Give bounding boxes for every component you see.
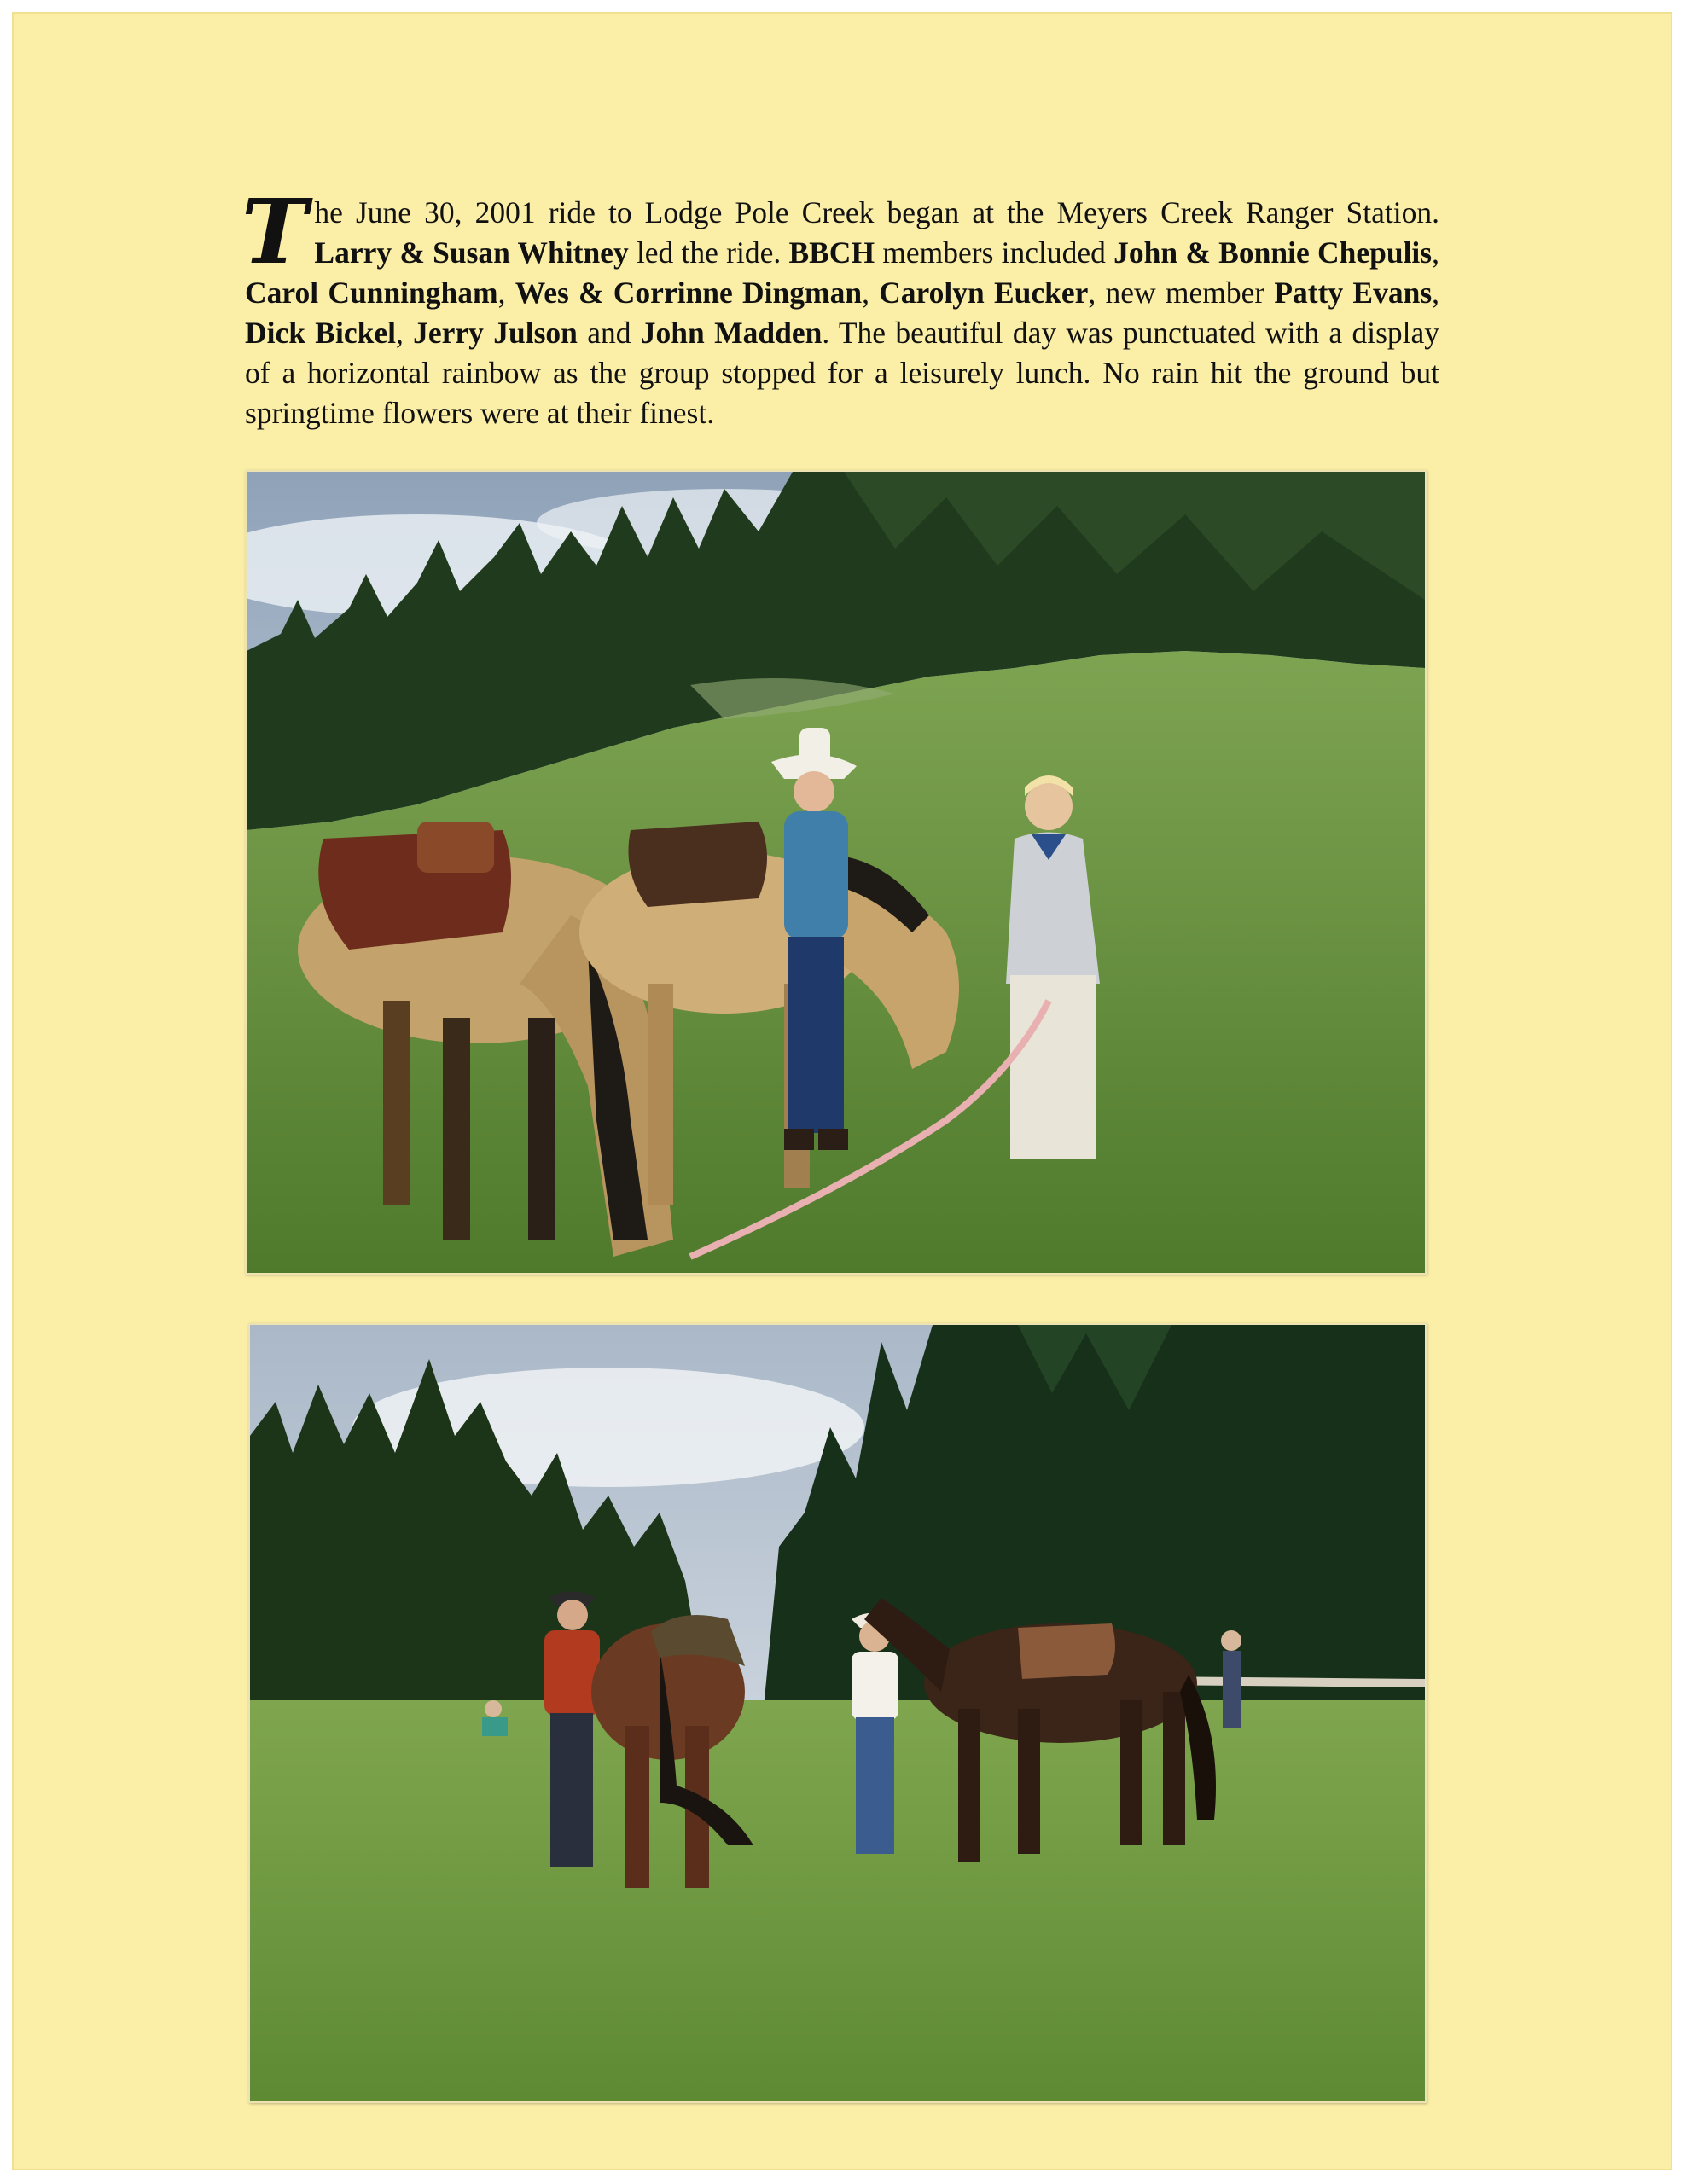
article-name: Carolyn Eucker — [879, 276, 1089, 310]
article-text-run: , — [1432, 276, 1440, 310]
article-text-run: and — [577, 316, 641, 350]
article-text-run: , — [497, 276, 515, 310]
article-text-run: led the ride. — [628, 235, 789, 270]
article-name: Jerry Julson — [413, 316, 578, 350]
drop-cap: T — [241, 179, 308, 284]
article-text-run: , new member — [1088, 276, 1275, 310]
article-text-run: , — [1432, 235, 1439, 270]
article-text-run: . The beautiful day was punctuated with a display of a horizontal rainbow as the group stopped for a leisurely lunch. No rain hit the ground but springtime flowers were at their finest. — [245, 316, 1440, 430]
article-text-run: members included — [875, 235, 1114, 270]
article-text-run: he June 30, 2001 ride to Lodge Pole Creek began at the Meyers Creek Ranger Station. — [314, 195, 1439, 229]
article-name: Wes & Corrinne Dingman — [515, 276, 863, 310]
article-text-run: , — [862, 276, 880, 310]
photo-meadow-riders — [248, 1323, 1427, 2103]
article-text — [241, 179, 1440, 433]
article-text-run: , — [395, 316, 414, 350]
article-name: Carol Cunningham — [245, 276, 498, 310]
article-name: John & Bonnie Chepulis — [1113, 235, 1433, 270]
article-name: Dick Bickel — [245, 316, 396, 350]
article-name: Patty Evans — [1274, 276, 1433, 310]
photo-hillside-horses — [245, 470, 1427, 1275]
article-name: BBCH — [788, 235, 875, 270]
article-name: Larry & Susan Whitney — [314, 235, 629, 270]
photo-meadow-riders-image — [250, 1325, 1425, 2101]
document-page — [12, 12, 1672, 2170]
photo-hillside-horses-image — [247, 472, 1425, 1273]
article-body — [245, 195, 1439, 430]
article-name: John Madden — [640, 316, 823, 350]
